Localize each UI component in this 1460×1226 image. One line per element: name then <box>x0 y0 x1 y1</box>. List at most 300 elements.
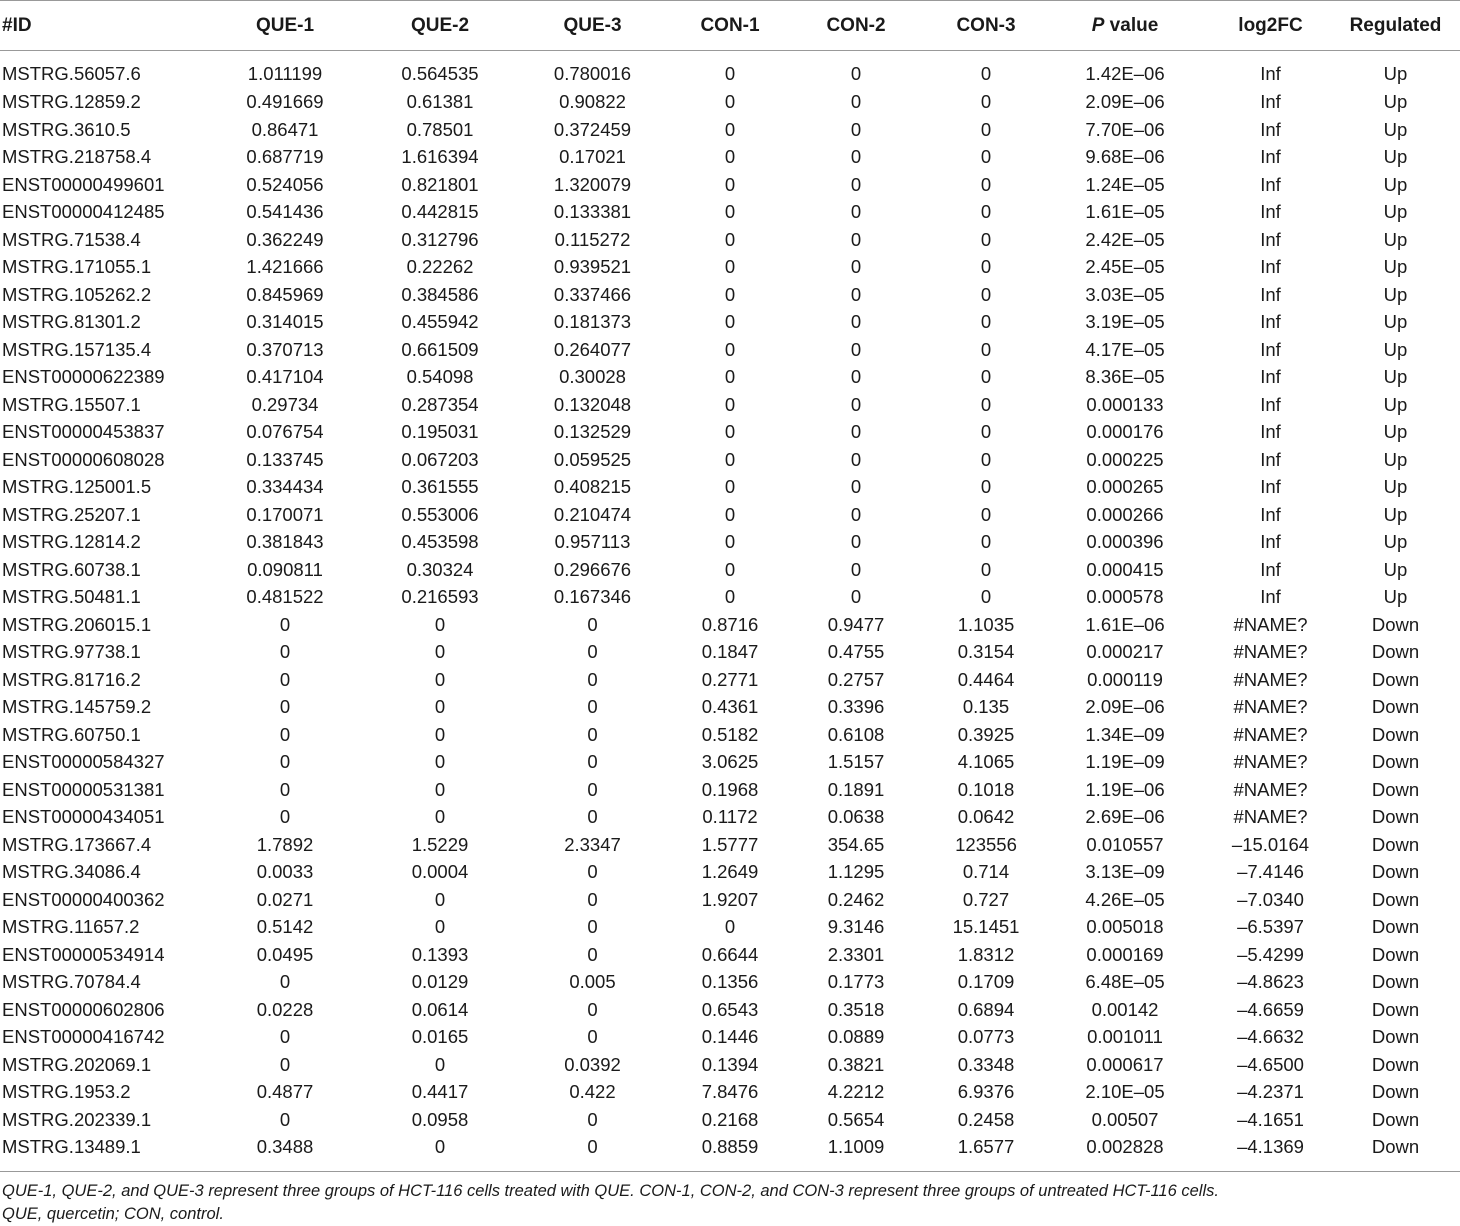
cell-que-1: 0.5142 <box>256 916 314 937</box>
cell-id: ENST00000412485 <box>2 201 165 222</box>
cell-con-2: 0.2757 <box>827 668 885 690</box>
cell-con-3: 0.3154 <box>957 641 1015 662</box>
cell-que-2: 0.287354 <box>401 393 479 415</box>
cell-con-1: 0 <box>724 476 736 497</box>
cell-id: MSTRG.173667.4 <box>2 833 152 855</box>
cell-regulated: Down <box>1371 806 1420 827</box>
cell-p-value: 0.000119 <box>1087 668 1163 690</box>
cell-regulated: Down <box>1371 833 1420 855</box>
cell-con-1: 0 <box>724 91 736 112</box>
table-row <box>0 858 1460 886</box>
table-row <box>0 336 1460 364</box>
table-footnote <box>0 1171 1460 1226</box>
cell-p-value: 9.68E–06 <box>1085 146 1165 167</box>
cell-con-2: 1.1009 <box>827 1136 885 1157</box>
cell-regulated: Up <box>1383 503 1408 525</box>
cell-que-3: 2.3347 <box>564 833 621 855</box>
cell-p-value: 4.26E–05 <box>1085 888 1165 910</box>
cell-con-2: 0 <box>850 63 862 84</box>
cell-con-1: 0.4361 <box>701 696 759 717</box>
cell-que-2: 0 <box>434 723 446 745</box>
cell-que-3: 0.115272 <box>554 228 631 250</box>
cell-p-value: 0.000396 <box>1086 531 1164 552</box>
cell-regulated: Up <box>1383 201 1408 222</box>
cell-p-value: 0.000217 <box>1086 641 1164 662</box>
cell-log2fc: Inf <box>1260 228 1281 250</box>
cell-p-value: 1.24E–05 <box>1085 173 1165 195</box>
cell-que-1: 0.845969 <box>246 283 324 305</box>
cell-que-3: 0.296676 <box>553 558 632 580</box>
cell-regulated: Up <box>1383 531 1408 552</box>
cell-que-1: 0.0228 <box>256 998 314 1020</box>
cell-con-2: 0 <box>850 531 862 552</box>
cell-con-3: 0 <box>980 91 992 112</box>
cell-con-1: 3.0625 <box>701 751 759 772</box>
cell-con-3: 0 <box>980 586 992 607</box>
cell-id: MSTRG.12814.2 <box>2 531 141 552</box>
cell-log2fc: #NAME? <box>1233 613 1308 635</box>
cell-que-3: 0.005 <box>569 971 616 992</box>
cell-que-3: 0.957113 <box>554 531 631 552</box>
cell-con-1: 0.8716 <box>701 613 759 635</box>
cell-que-1: 0 <box>279 751 291 772</box>
cell-con-1: 0 <box>724 421 736 442</box>
cell-con-2: 0 <box>850 338 862 360</box>
cell-p-value: 3.13E–09 <box>1085 861 1165 882</box>
cell-regulated: Up <box>1383 256 1408 277</box>
cell-con-2: 0.0638 <box>827 806 885 827</box>
cell-con-2: 0 <box>850 201 862 222</box>
cell-con-2: 0.2462 <box>827 888 885 910</box>
cell-log2fc: Inf <box>1260 91 1281 112</box>
cell-p-value: 2.09E–06 <box>1085 91 1165 112</box>
cell-que-1: 0.133745 <box>246 448 324 470</box>
table-row <box>0 281 1460 309</box>
table-row <box>0 638 1460 666</box>
cell-regulated: Down <box>1371 1136 1420 1157</box>
table-row <box>0 886 1460 914</box>
cell-que-1: 0 <box>279 723 291 745</box>
cell-que-2: 0.312796 <box>401 228 479 250</box>
cell-que-3: 0 <box>587 778 598 800</box>
cell-que-1: 0.0495 <box>256 943 314 965</box>
cell-p-value: 1.19E–09 <box>1085 751 1165 772</box>
cell-id: MSTRG.56057.6 <box>2 63 141 84</box>
table-row <box>0 391 1460 419</box>
cell-id: ENST00000534914 <box>2 943 165 965</box>
cell-con-2: 0.1773 <box>827 971 885 992</box>
table-row <box>0 611 1460 639</box>
cell-con-2: 0.3396 <box>827 696 885 717</box>
cell-que-1: 0.334434 <box>246 476 324 497</box>
cell-log2fc: –4.8623 <box>1237 971 1304 992</box>
header-row <box>0 1 1460 51</box>
cell-que-1: 0.076754 <box>246 421 324 442</box>
cell-id: MSTRG.202339.1 <box>2 1108 152 1130</box>
cell-con-1: 1.5777 <box>701 833 759 855</box>
cell-que-3: 0.059525 <box>553 448 632 470</box>
cell-con-3: 0.714 <box>962 861 1010 882</box>
cell-con-2: 0 <box>850 393 862 415</box>
cell-regulated: Down <box>1371 1081 1420 1102</box>
cell-que-3: 0 <box>587 613 598 635</box>
cell-id: MSTRG.34086.4 <box>2 861 141 882</box>
cell-que-3: 0.0392 <box>564 1053 621 1075</box>
cell-p-value: 6.48E–05 <box>1085 971 1165 992</box>
cell-id: ENST00000602806 <box>2 998 165 1020</box>
cell-p-value: 1.61E–05 <box>1085 201 1165 222</box>
cell-que-1: 0.687719 <box>246 146 324 167</box>
cell-id: MSTRG.71538.4 <box>2 228 141 250</box>
table-row <box>0 198 1460 226</box>
cell-con-2: 0 <box>850 146 862 167</box>
cell-p-value: 0.010557 <box>1086 833 1164 855</box>
cell-p-value: 0.000578 <box>1086 586 1164 607</box>
cell-con-1: 0 <box>724 118 736 140</box>
cell-con-1: 0 <box>724 311 736 332</box>
cell-regulated: Up <box>1383 146 1408 167</box>
table-row <box>0 308 1460 336</box>
cell-que-3: 0 <box>587 641 598 662</box>
cell-log2fc: –7.4146 <box>1237 861 1304 882</box>
cell-id: MSTRG.13489.1 <box>2 1136 141 1157</box>
cell-que-1: 0 <box>279 613 291 635</box>
cell-con-2: 2.3301 <box>827 943 885 965</box>
cell-que-1: 0.524056 <box>246 173 324 195</box>
cell-con-3: 0 <box>980 338 992 360</box>
cell-p-value: 1.34E–09 <box>1085 723 1165 745</box>
table-row <box>0 693 1460 721</box>
cell-con-3: 0 <box>980 228 992 250</box>
cell-que-2: 0.0958 <box>411 1108 469 1130</box>
cell-regulated: Up <box>1383 311 1408 332</box>
table-row <box>0 473 1460 501</box>
table-row <box>0 363 1460 391</box>
cell-id: MSTRG.145759.2 <box>2 696 152 717</box>
cell-con-2: 0.9477 <box>827 613 885 635</box>
cell-regulated: Up <box>1383 448 1408 470</box>
cell-id: MSTRG.171055.1 <box>2 256 152 277</box>
cell-con-1: 0 <box>724 503 736 525</box>
cell-con-3: 0 <box>980 558 992 580</box>
cell-p-value: 0.000266 <box>1086 503 1164 525</box>
cell-p-value: 8.36E–05 <box>1085 366 1165 387</box>
cell-que-1: 0 <box>279 778 291 800</box>
cell-que-1: 1.7892 <box>256 833 314 855</box>
cell-que-2: 0 <box>434 1136 446 1157</box>
cell-con-2: 0 <box>850 283 862 305</box>
cell-que-3: 0 <box>587 1108 598 1130</box>
cell-con-1: 0 <box>724 201 736 222</box>
cell-con-1: 0 <box>724 586 736 607</box>
cell-regulated: Up <box>1383 118 1408 140</box>
cell-con-3: 0 <box>980 118 992 140</box>
header-regulated: Regulated <box>1331 1 1460 51</box>
cell-log2fc: Inf <box>1260 118 1281 140</box>
cell-que-2: 0.821801 <box>401 173 479 195</box>
table-row <box>0 143 1460 171</box>
cell-regulated: Down <box>1371 641 1420 662</box>
cell-que-2: 0 <box>434 641 446 662</box>
cell-id: MSTRG.11657.2 <box>2 916 140 937</box>
cell-con-3: 1.6577 <box>957 1136 1015 1157</box>
cell-con-1: 0.5182 <box>701 723 759 745</box>
cell-con-3: 1.1035 <box>957 613 1015 635</box>
cell-con-3: 0.135 <box>962 696 1010 717</box>
cell-id: MSTRG.70784.4 <box>2 971 141 992</box>
cell-p-value: 0.00507 <box>1091 1108 1159 1130</box>
cell-log2fc: Inf <box>1260 393 1281 415</box>
cell-que-3: 0 <box>587 696 598 717</box>
cell-regulated: Up <box>1383 393 1408 415</box>
cell-que-3: 0.30028 <box>559 366 626 387</box>
cell-con-2: 354.65 <box>827 833 885 855</box>
cell-log2fc: Inf <box>1260 586 1281 607</box>
cell-que-2: 0.30324 <box>406 558 474 580</box>
cell-con-1: 0 <box>724 393 736 415</box>
cell-con-3: 0 <box>980 393 992 415</box>
cell-que-1: 0 <box>279 806 291 827</box>
cell-con-1: 1.2649 <box>701 861 759 882</box>
cell-regulated: Down <box>1371 668 1420 690</box>
cell-id: MSTRG.3610.5 <box>2 118 131 140</box>
cell-p-value: 0.000176 <box>1086 421 1164 442</box>
cell-p-value: 7.70E–06 <box>1085 118 1165 140</box>
cell-que-1: 1.011199 <box>247 63 323 84</box>
cell-con-3: 0.1709 <box>957 971 1015 992</box>
cell-regulated: Down <box>1371 751 1420 772</box>
cell-log2fc: #NAME? <box>1233 806 1308 827</box>
cell-que-3: 0 <box>587 943 598 965</box>
table-row <box>0 748 1460 776</box>
cell-log2fc: #NAME? <box>1233 751 1308 772</box>
cell-con-3: 0.3348 <box>957 1053 1015 1075</box>
cell-con-2: 0 <box>850 91 862 112</box>
cell-con-2: 9.3146 <box>827 916 885 937</box>
cell-regulated: Up <box>1383 63 1408 84</box>
cell-regulated: Down <box>1371 1026 1420 1047</box>
cell-que-2: 0.453598 <box>401 531 479 552</box>
cell-con-2: 0.5654 <box>827 1108 885 1130</box>
cell-que-1: 0 <box>279 641 291 662</box>
cell-p-value: 2.45E–05 <box>1085 256 1165 277</box>
cell-con-1: 0 <box>724 338 736 360</box>
table-row <box>0 1078 1460 1106</box>
cell-con-2: 1.1295 <box>827 861 885 882</box>
cell-id: MSTRG.15507.1 <box>2 393 141 415</box>
cell-log2fc: Inf <box>1260 63 1281 84</box>
cell-que-1: 0.3488 <box>256 1136 314 1157</box>
cell-que-3: 0.132048 <box>553 393 632 415</box>
cell-regulated: Up <box>1383 558 1408 580</box>
cell-con-3: 0.6894 <box>957 998 1015 1020</box>
cell-con-2: 0.6108 <box>827 723 885 745</box>
cell-log2fc: –4.1651 <box>1237 1108 1304 1130</box>
cell-con-2: 0.1891 <box>827 778 885 800</box>
cell-con-2: 0 <box>850 118 862 140</box>
cell-que-1: 0.0271 <box>256 888 314 910</box>
cell-regulated: Down <box>1371 778 1420 800</box>
cell-que-2: 0.1393 <box>411 943 469 965</box>
cell-con-3: 4.1065 <box>957 751 1015 772</box>
cell-regulated: Down <box>1371 971 1420 992</box>
cell-regulated: Down <box>1371 998 1420 1020</box>
cell-id: MSTRG.60750.1 <box>2 723 141 745</box>
cell-con-1: 0 <box>724 173 736 195</box>
cell-id: MSTRG.157135.4 <box>2 338 152 360</box>
cell-que-3: 0.372459 <box>553 118 632 140</box>
cell-id: ENST00000531381 <box>2 778 165 800</box>
cell-p-value: 0.000415 <box>1086 558 1164 580</box>
cell-log2fc: Inf <box>1260 256 1281 277</box>
cell-que-3: 0.264077 <box>553 338 632 360</box>
header-con-3: CON-3 <box>932 1 1040 51</box>
cell-que-2: 0.553006 <box>401 503 479 525</box>
cell-que-1: 1.421666 <box>246 256 324 277</box>
cell-con-1: 0 <box>724 256 736 277</box>
cell-regulated: Down <box>1371 861 1420 882</box>
cell-log2fc: –4.6659 <box>1237 998 1304 1020</box>
cell-que-1: 0 <box>279 1053 291 1075</box>
cell-log2fc: Inf <box>1260 531 1281 552</box>
cell-con-2: 0.4755 <box>827 641 885 662</box>
cell-con-2: 1.5157 <box>827 751 885 772</box>
table-row <box>0 253 1460 281</box>
cell-que-1: 0 <box>279 1026 291 1047</box>
cell-log2fc: #NAME? <box>1233 723 1308 745</box>
table-row <box>0 418 1460 446</box>
cell-que-2: 0 <box>434 806 446 827</box>
table-row <box>0 1023 1460 1051</box>
cell-log2fc: Inf <box>1260 311 1281 332</box>
cell-que-1: 0.370713 <box>246 338 324 360</box>
cell-regulated: Up <box>1383 476 1408 497</box>
cell-id: ENST00000400362 <box>2 888 165 910</box>
cell-con-2: 0 <box>850 476 862 497</box>
cell-que-3: 0 <box>587 998 598 1020</box>
cell-log2fc: –6.5397 <box>1237 916 1304 937</box>
cell-con-1: 0.2168 <box>701 1108 759 1130</box>
cell-con-2: 0 <box>850 503 862 525</box>
cell-regulated: Up <box>1383 91 1408 112</box>
cell-p-value: 4.17E–05 <box>1085 338 1165 360</box>
header-p-italic: P <box>1091 14 1105 36</box>
cell-regulated: Down <box>1371 723 1420 745</box>
cell-que-2: 0.0129 <box>411 971 469 992</box>
cell-con-3: 0.0773 <box>957 1026 1015 1047</box>
cell-que-3: 0 <box>587 806 598 827</box>
cell-log2fc: Inf <box>1260 476 1281 497</box>
cell-log2fc: Inf <box>1260 201 1281 222</box>
cell-que-1: 0.86471 <box>251 118 319 140</box>
table-row <box>0 666 1460 694</box>
cell-log2fc: –4.2371 <box>1237 1081 1304 1102</box>
cell-log2fc: Inf <box>1260 146 1281 167</box>
table-row <box>0 528 1460 556</box>
cell-con-1: 0 <box>724 366 736 387</box>
cell-regulated: Down <box>1371 943 1420 965</box>
header-que-1: QUE-1 <box>195 1 375 51</box>
table-body <box>0 51 1460 1161</box>
cell-con-1: 0.6543 <box>701 998 759 1020</box>
cell-que-3: 0 <box>587 916 598 937</box>
header-que-2: QUE-2 <box>375 1 505 51</box>
cell-que-2: 0 <box>434 888 446 910</box>
cell-regulated: Down <box>1371 1053 1420 1075</box>
cell-log2fc: Inf <box>1260 338 1281 360</box>
cell-id: MSTRG.206015.1 <box>2 613 152 635</box>
cell-con-1: 0.1356 <box>701 971 759 992</box>
cell-que-1: 0.362249 <box>246 228 324 250</box>
cell-que-1: 0 <box>279 668 291 690</box>
table-row <box>0 803 1460 831</box>
cell-que-3: 0 <box>587 723 598 745</box>
cell-p-value: 2.09E–06 <box>1085 696 1165 717</box>
cell-log2fc: –7.0340 <box>1237 888 1304 910</box>
cell-log2fc: –4.6632 <box>1237 1026 1304 1047</box>
cell-id: MSTRG.81301.2 <box>2 311 141 332</box>
cell-con-2: 0 <box>850 421 862 442</box>
cell-con-3: 0.3925 <box>957 723 1015 745</box>
cell-regulated: Up <box>1383 421 1408 442</box>
cell-con-2: 0 <box>850 311 862 332</box>
cell-log2fc: Inf <box>1260 283 1281 305</box>
cell-que-2: 0.661509 <box>401 338 479 360</box>
cell-con-3: 0 <box>980 476 992 497</box>
cell-con-1: 0 <box>724 531 736 552</box>
cell-con-1: 0.2771 <box>701 668 759 690</box>
header-con-2: CON-2 <box>780 1 932 51</box>
cell-que-1: 0 <box>279 971 291 992</box>
cell-log2fc: Inf <box>1260 558 1281 580</box>
cell-con-3: 0 <box>980 201 992 222</box>
cell-regulated: Down <box>1371 916 1420 937</box>
cell-con-3: 0 <box>980 311 992 332</box>
cell-que-2: 0 <box>434 613 446 635</box>
cell-con-3: 0 <box>980 146 992 167</box>
cell-que-2: 0.195031 <box>401 421 479 442</box>
cell-regulated: Up <box>1383 283 1408 305</box>
cell-que-2: 0.216593 <box>401 586 479 607</box>
cell-con-2: 0.3821 <box>827 1053 885 1075</box>
cell-p-value: 0.000225 <box>1086 448 1164 470</box>
cell-id: ENST00000416742 <box>2 1026 165 1047</box>
cell-que-2: 0.54098 <box>406 366 474 387</box>
table-row <box>0 88 1460 116</box>
table-row <box>0 171 1460 199</box>
cell-que-1: 0.381843 <box>246 531 324 552</box>
footnote-line-2: QUE, quercetin; CON, control. <box>2 1205 224 1223</box>
cell-p-value: 2.69E–06 <box>1085 806 1165 827</box>
cell-p-value: 0.001011 <box>1087 1026 1163 1047</box>
table-row <box>0 501 1460 529</box>
cell-regulated: Down <box>1371 696 1420 717</box>
cell-p-value: 1.19E–06 <box>1085 778 1165 800</box>
cell-que-1: 0.090811 <box>247 558 323 580</box>
cell-p-value: 0.000133 <box>1086 393 1164 415</box>
cell-p-value: 0.000169 <box>1086 943 1164 965</box>
cell-id: MSTRG.125001.5 <box>2 476 152 497</box>
cell-que-3: 0.90822 <box>559 91 626 112</box>
header-que-3: QUE-3 <box>505 1 680 51</box>
cell-regulated: Up <box>1383 366 1408 387</box>
cell-que-3: 0.780016 <box>553 63 632 84</box>
cell-que-3: 0.337466 <box>553 283 632 305</box>
cell-regulated: Down <box>1371 1108 1420 1130</box>
cell-regulated: Down <box>1371 888 1420 910</box>
cell-log2fc: Inf <box>1260 448 1281 470</box>
cell-log2fc: –4.1369 <box>1237 1136 1304 1157</box>
